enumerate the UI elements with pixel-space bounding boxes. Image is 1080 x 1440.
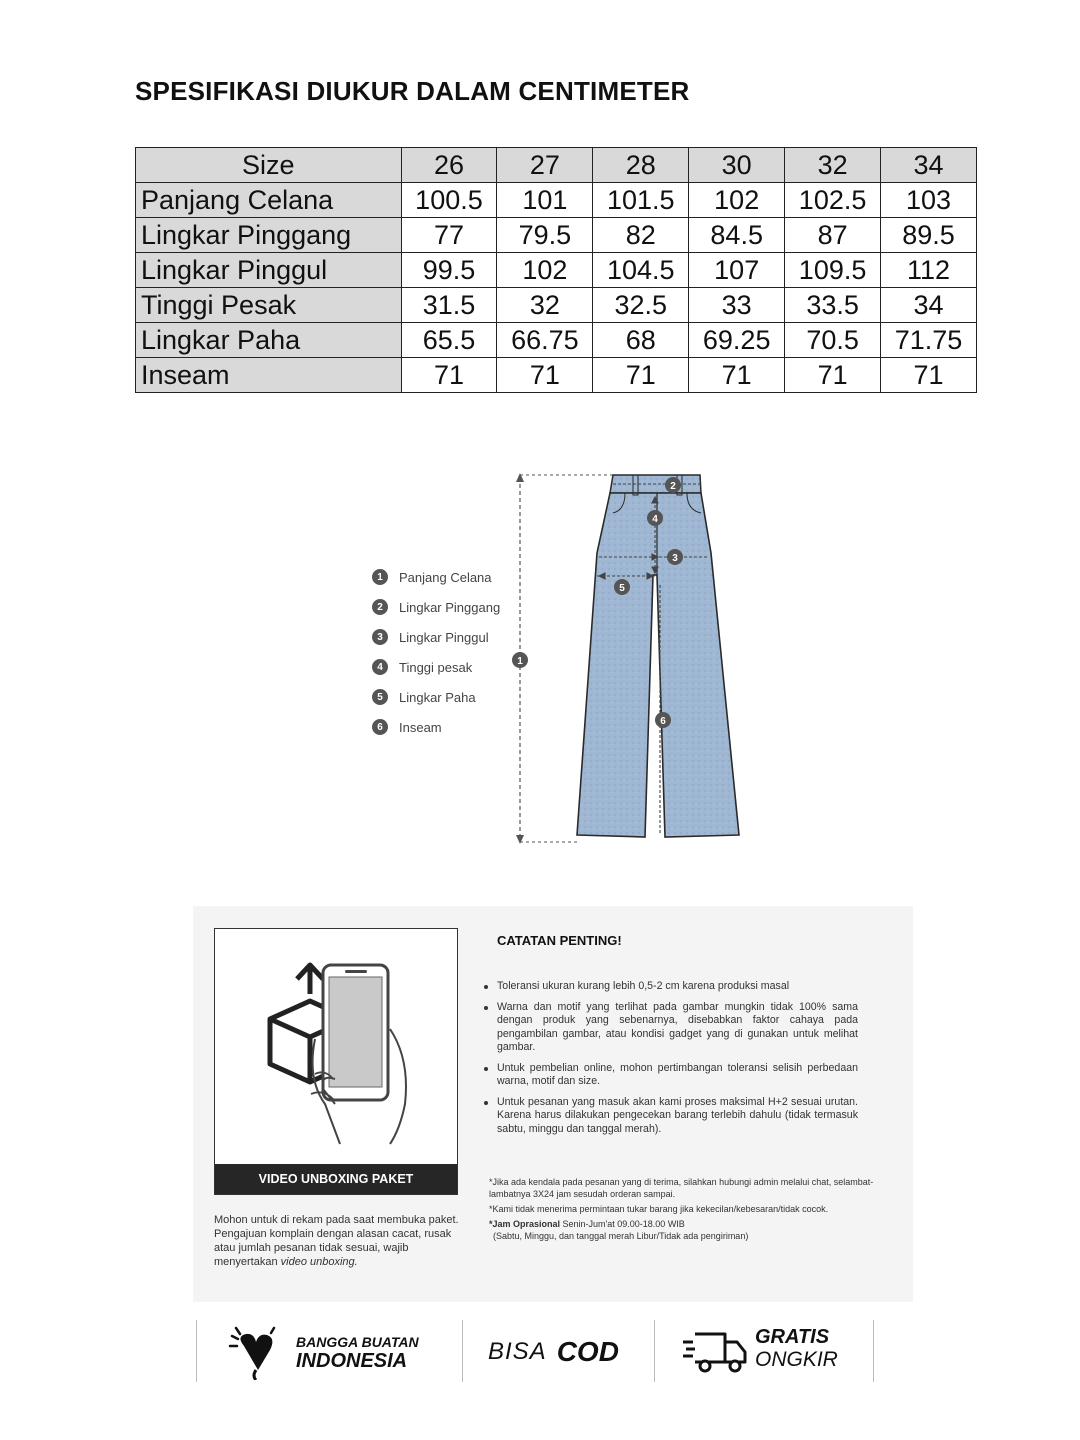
measurement-value: 32	[497, 288, 593, 323]
badge-cod-prefix: BISA	[488, 1338, 547, 1365]
measurement-value: 70.5	[785, 323, 881, 358]
legend-item	[372, 712, 500, 742]
legend-item	[372, 682, 500, 712]
footnotes	[489, 1176, 879, 1245]
size-header-cell: 28	[593, 148, 689, 183]
measurement-value: 66.75	[497, 323, 593, 358]
badge-divider	[196, 1320, 197, 1382]
footnote: *Jika ada kendala pada pesanan yang di terima, silahkan hubungi admin melalui chat, selambat-lambatnya 3X24 jam sesudah orderan sampai.	[489, 1177, 874, 1199]
measurement-value: 69.25	[689, 323, 785, 358]
badge-cod-main: COD	[556, 1336, 619, 1367]
notes-list	[483, 980, 858, 1143]
svg-text:1: 1	[517, 656, 523, 667]
note-item: Untuk pembelian online, mohon pertimbangan toleransi selisih perbedaan warna, motif dan size.	[483, 1062, 858, 1089]
legend-item	[372, 622, 500, 652]
note-item: Untuk pesanan yang masuk akan kami proses maksimal H+2 sesuai urutan. Karena harus dilakukan pengecekan barang terlebih dahulu (tidak termasuk sabtu, minggu dan tanggal merah).	[483, 1096, 858, 1137]
measurement-value: 77	[401, 218, 497, 253]
measurement-value: 71	[593, 358, 689, 393]
diagram-legend	[372, 562, 500, 742]
legend-number: 4	[372, 659, 388, 675]
unboxing-description	[214, 1213, 464, 1269]
measurement-value: 71	[401, 358, 497, 393]
legend-number: 6	[372, 719, 388, 735]
size-header-cell: 30	[689, 148, 785, 183]
badge-divider	[654, 1320, 655, 1382]
badge-made-in-indonesia	[226, 1324, 456, 1380]
size-header-cell: 27	[497, 148, 593, 183]
measurement-value: 68	[593, 323, 689, 358]
svg-text:5: 5	[619, 583, 625, 594]
delivery-truck-icon	[681, 1330, 749, 1374]
legend-number: 3	[372, 629, 388, 645]
measurement-value: 84.5	[689, 218, 785, 253]
legend-number: 2	[372, 599, 388, 615]
badge-cod	[488, 1334, 648, 1370]
size-header-cell: 34	[881, 148, 977, 183]
legend-label: Panjang Celana	[399, 569, 492, 585]
measurement-value: 71	[881, 358, 977, 393]
measurement-value: 33	[689, 288, 785, 323]
badge-free-shipping	[681, 1326, 871, 1378]
svg-text:4: 4	[652, 514, 658, 525]
measurement-value: 109.5	[785, 253, 881, 288]
size-table-row	[136, 288, 977, 323]
measurement-value: 103	[881, 183, 977, 218]
badge-ongkir-line2: ONGKIR	[755, 1348, 838, 1371]
measurement-value: 71.75	[881, 323, 977, 358]
size-table-row	[136, 183, 977, 218]
note-item: Toleransi ukuran kurang lebih 0,5-2 cm karena produksi masal	[483, 980, 858, 994]
size-chart-table	[135, 147, 977, 393]
size-table-row	[136, 253, 977, 288]
hours-value: Senin-Jum'at 09.00-18.00 WIB	[560, 1219, 685, 1229]
measurement-value: 33.5	[785, 288, 881, 323]
measurement-value: 102	[497, 253, 593, 288]
measurement-value: 102.5	[785, 183, 881, 218]
badge-ongkir-line1: GRATIS	[755, 1326, 830, 1348]
badge-divider	[462, 1320, 463, 1382]
unboxing-phone-icon	[215, 929, 456, 1164]
note-item: Warna dan motif yang terlihat pada gambar mungkin tidak 100% sama dengan produk yang sebenarnya, disebabkan faktor cahaya pada pengambilan gambar, atau kondisi gadget yang di gunakan untuk melihat gambar.	[483, 1001, 858, 1055]
unboxing-label: VIDEO UNBOXING PAKET	[215, 1164, 457, 1194]
size-header-label: Size	[136, 148, 402, 183]
measurement-label: Lingkar Pinggul	[136, 253, 402, 288]
footnote: *Kami tidak menerima permintaan tukar barang jika kekecilan/kebesaran/tidak cocok.	[489, 1204, 829, 1214]
measurement-label: Tinggi Pesak	[136, 288, 402, 323]
legend-label: Lingkar Paha	[399, 689, 476, 705]
measurement-value: 100.5	[401, 183, 497, 218]
legend-number: 1	[372, 569, 388, 585]
badge-bar	[196, 1320, 874, 1382]
legend-number: 5	[372, 689, 388, 705]
svg-text:2: 2	[670, 481, 676, 492]
size-table-row	[136, 218, 977, 253]
footnote: (Sabtu, Minggu, dan tanggal merah Libur/Tidak ada pengiriman)	[493, 1231, 749, 1241]
measurement-value: 112	[881, 253, 977, 288]
measurement-value: 82	[593, 218, 689, 253]
hours-label: *Jam Oprasional	[489, 1219, 561, 1229]
badge-indonesia-line1: BANGGA BUATAN	[296, 1334, 419, 1350]
badge-divider	[873, 1320, 874, 1382]
measurement-value: 101	[497, 183, 593, 218]
measurement-value: 32.5	[593, 288, 689, 323]
measurement-value: 102	[689, 183, 785, 218]
legend-label: Tinggi pesak	[399, 659, 473, 675]
unboxing-card	[214, 928, 458, 1195]
legend-label: Lingkar Pinggul	[399, 629, 489, 645]
heart-hand-icon	[226, 1324, 286, 1380]
measurement-value: 34	[881, 288, 977, 323]
badge-indonesia-line2: INDONESIA	[296, 1350, 408, 1372]
notes-title: CATATAN PENTING!	[497, 933, 622, 948]
size-table-row	[136, 323, 977, 358]
legend-item	[372, 592, 500, 622]
footnote-hours	[489, 1218, 879, 1230]
svg-text:6: 6	[660, 716, 666, 727]
size-header-cell: 32	[785, 148, 881, 183]
svg-text:3: 3	[672, 553, 678, 564]
measurement-value: 89.5	[881, 218, 977, 253]
legend-label: Inseam	[399, 719, 442, 735]
measurement-value: 79.5	[497, 218, 593, 253]
measurement-value: 65.5	[401, 323, 497, 358]
legend-label: Lingkar Pinggang	[399, 599, 501, 615]
unboxing-desc-emphasis: video unboxing.	[280, 1256, 358, 1268]
measurement-label: Lingkar Pinggang	[136, 218, 402, 253]
measurement-label: Inseam	[136, 358, 402, 393]
unboxing-desc-text: Mohon untuk di rekam pada saat membuka paket. Pengajuan komplain dengan alasan cacat, rusak atau jumlah pesanan tidak sesuai, wajib menyertakan	[214, 1214, 459, 1268]
measurement-value: 99.5	[401, 253, 497, 288]
measurement-value: 31.5	[401, 288, 497, 323]
legend-item	[372, 562, 500, 592]
legend-item	[372, 652, 500, 682]
page-title: SPESIFIKASI DIUKUR DALAM CENTIMETER	[135, 76, 690, 106]
measurement-value: 87	[785, 218, 881, 253]
measurement-value: 71	[689, 358, 785, 393]
jeans-measurement-diagram	[505, 465, 755, 850]
measurement-value: 107	[689, 253, 785, 288]
measurement-value: 71	[785, 358, 881, 393]
measurement-value: 104.5	[593, 253, 689, 288]
measurement-value: 101.5	[593, 183, 689, 218]
size-table-row	[136, 358, 977, 393]
measurement-label: Lingkar Paha	[136, 323, 402, 358]
measurement-value: 71	[497, 358, 593, 393]
measurement-label: Panjang Celana	[136, 183, 402, 218]
size-header-row	[136, 148, 977, 183]
size-header-cell: 26	[401, 148, 497, 183]
